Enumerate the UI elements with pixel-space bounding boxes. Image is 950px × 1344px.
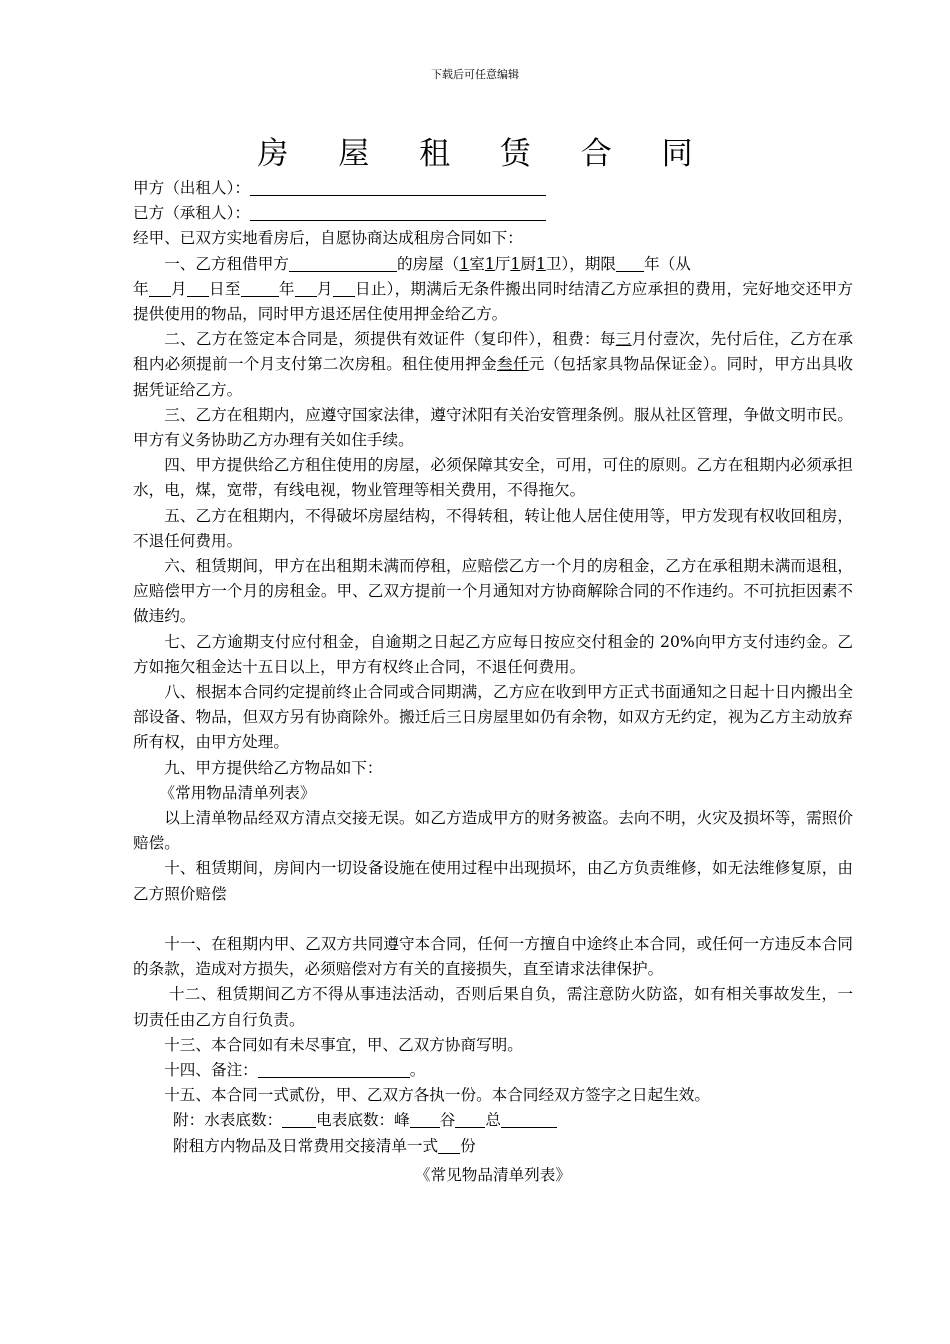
valley-blank[interactable]: [455, 1111, 485, 1128]
deposit-amount: 叁仟: [497, 355, 529, 374]
clause-4: 四、甲方提供给乙方租住使用的房屋，必须保障其安全，可用，可住的原则。乙方在租期内必须承担水，电，煤，宽带，有线电视，物业管理等相关费用，不得拖欠。: [133, 456, 853, 500]
bath-count: 1: [535, 254, 546, 273]
clause-9: 九、甲方提供给乙方物品如下：: [164, 758, 383, 777]
party-a-blank[interactable]: [250, 179, 546, 196]
clause-9-note: 以上清单物品经双方清点交接无误。如乙方造成甲方的财务被盗。去向不明，火灾及损坏等，需照价赔偿。: [133, 809, 853, 853]
end-month-blank[interactable]: [295, 279, 317, 296]
party-b-label: 已方（承租人）：: [133, 204, 250, 223]
clause-10: 十、租赁期间，房间内一切设备设施在使用过程中出现损坏，由乙方负责维修，如无法维修复原，由乙方照价赔偿: [133, 859, 853, 903]
term-blank[interactable]: [616, 254, 644, 271]
hall-count: 1: [484, 254, 495, 273]
clause-2: 二、乙方在签定本合同是，须提供有效证件（复印件），租费：每三月付壹次，先付后住，乙方在承租内必须提前一个月支付第二次房租。租住使用押金叁仟元（包括家具物品保证金）。同时，甲方出具收据凭证给乙方。: [133, 330, 853, 399]
room-count: 1: [459, 254, 470, 273]
remarks-blank[interactable]: [258, 1061, 410, 1078]
clause-11: 十一、在租期内甲、乙双方共同遵守本合同，任何一方擅自中途终止本合同，或任何一方违反本合同的条款，造成对方损失，必须赔偿对方有关的直接损失，直至请求法律保护。: [133, 934, 853, 979]
clause-13: 十三、本合同如有未尽事宜，甲、乙双方协商写明。: [164, 1035, 523, 1054]
pay-months: 三: [615, 330, 632, 349]
end-year-blank[interactable]: [241, 279, 279, 296]
party-b-line: [133, 201, 853, 226]
clause-3: 三、乙方在租期内，应遵守国家法律，遵守沭阳有关治安管理条例。服从社区管理，争做文明市民。甲方有义务协助乙方办理有关如住手续。: [133, 405, 853, 450]
clause-14: 十四、备注： 。: [164, 1060, 426, 1079]
copies-blank[interactable]: [438, 1136, 460, 1153]
clause-5: 五、乙方在租期内，不得破坏房屋结构，不得转租，转让他人居住使用等，甲方发现有权收回租房，不退任何费用。: [133, 506, 853, 550]
document-title: 房 屋 租 赁 合 同: [257, 136, 713, 172]
party-b-blank[interactable]: [250, 204, 546, 221]
attachment-line: 附租方内物品及日常费用交接清单一式 份: [173, 1136, 476, 1155]
peak-blank[interactable]: [410, 1111, 440, 1128]
party-a-line: [133, 176, 853, 201]
clause-6: 六、租赁期间，甲方在出租期未满而停租，应赔偿乙方一个月的房租金，乙方在承租期未满而退租，应赔偿甲方一个月的房租金。甲、乙双方提前一个月通知对方协商解除合同的不作违约。不可抗拒因素不做违约。: [133, 557, 853, 626]
spacer: [133, 907, 853, 932]
footer-list-title: 《常见物品清单列表》: [415, 1165, 571, 1184]
clause-15: 十五、本合同一式贰份，甲、乙双方各执一份。本合同经双方签字之日起生效。: [164, 1086, 710, 1105]
intro: 经甲、已双方实地看房后，自愿协商达成租房合同如下：: [133, 229, 523, 248]
water-meter-blank[interactable]: [282, 1111, 316, 1128]
header-note: 下载后可任意编辑: [431, 68, 519, 81]
clause-7: 七、乙方逾期支付应付租金，自逾期之日起乙方应每日按应交付租金的 20%向甲方支付违约金。乙方如拖欠租金达十五日以上，甲方有权终止合同，不退任何费用。: [133, 632, 853, 676]
kitchen-count: 1: [510, 254, 521, 273]
end-day-blank[interactable]: [333, 279, 355, 296]
clause-1: 一、乙方租借甲方 的房屋（1室1厅1厨1卫），期限 年（从 年 月 日至 年 月 日止），期满后无条件搬出同时结清乙方应承担的费用，完好地交还甲方提供使用的物品，同时甲方退还居住使用押金给乙方。: [133, 254, 853, 324]
start-day-blank[interactable]: [187, 279, 209, 296]
clause-12: 十二、租赁期间乙方不得从事违法活动，否则后果自负，需注意防火防盗，如有相关事故发生，一切责任由乙方自行负责。: [133, 985, 853, 1029]
party-a-label: 甲方（出租人）：: [133, 179, 250, 197]
meter-readings: 附：水表底数： 电表底数：峰 谷 总: [133, 1108, 853, 1133]
clause-8: 八、根据本合同约定提前终止合同或合同期满，乙方应在收到甲方正式书面通知之日起十日内搬出全部设备、物品，但双方另有协商除外。搬迁后三日房屋里如仍有余物，如双方无约定，视为乙方主动放弃所有权，由甲方处理。: [133, 683, 853, 752]
start-month-blank[interactable]: [149, 279, 171, 296]
total-blank[interactable]: [501, 1111, 557, 1128]
contract-body: [133, 176, 853, 1188]
item-list-title: 《常用物品清单列表》: [159, 783, 316, 802]
address-blank[interactable]: [289, 254, 397, 271]
